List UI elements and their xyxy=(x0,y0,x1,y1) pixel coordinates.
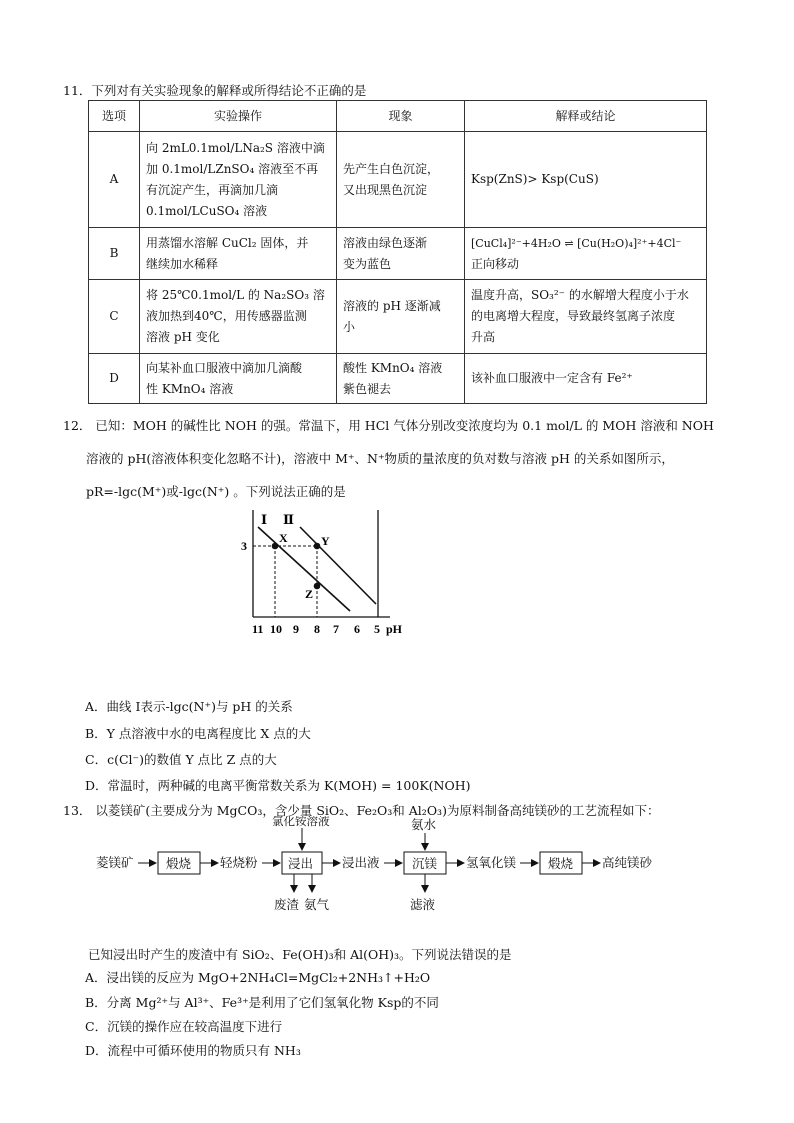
option-label: C xyxy=(89,280,140,354)
q13-option-b: B．分离 Mg²⁺与 Al³⁺、Fe³⁺是利用了它们氢氧化物 Ksp的不同 xyxy=(85,995,439,1010)
x-tick: 6 xyxy=(354,622,360,636)
cell-line: 温度升高，SO₃²⁻ 的水解增大程度小于水 xyxy=(471,288,689,302)
flow-filtrate: 滤液 xyxy=(410,898,436,912)
cell-line: 紫色褪去 xyxy=(343,381,392,396)
header-conclusion: 解释或结论 xyxy=(465,101,707,132)
point-label-z: Z xyxy=(305,587,314,601)
cell-line: 有沉淀产生，再滴加几滴 xyxy=(146,182,279,197)
flow-mgoh: 氢氧化镁 xyxy=(466,856,517,870)
cell-line: 用蒸馏水溶解 CuCl₂ 固体，并 xyxy=(146,235,309,250)
q12-line1: 12． 已知：MOH 的碱性比 NOH 的强。常温下，用 HCl 气体分别改变浓度均为 0.1 mol/L 的 MOH 溶液和 NOH xyxy=(63,418,714,433)
flow-leach: 浸出 xyxy=(288,857,314,871)
conclusion-cell xyxy=(465,280,707,354)
flow-waste: 废渣 xyxy=(274,898,300,912)
phenomenon-cell xyxy=(337,228,465,280)
curve-I xyxy=(258,527,350,611)
flow-precipitate: 沉镁 xyxy=(412,857,438,871)
cell-line: 加 0.1mol/LZnSO₄ 溶液至不再 xyxy=(146,161,319,176)
operation-cell xyxy=(140,132,337,228)
table-row xyxy=(89,354,707,404)
option-label: D xyxy=(89,354,140,404)
cell-line: 正向移动 xyxy=(471,256,520,271)
table-row xyxy=(89,132,707,228)
q11-stem: 11．下列对有关实验现象的解释或所得结论不正确的是 xyxy=(63,83,367,98)
q12-option-c: C．c(Cl⁻)的数值 Y 点比 Z 点的大 xyxy=(85,752,277,767)
conclusion-cell xyxy=(465,228,707,280)
flow-ore: 菱镁矿 xyxy=(96,856,134,870)
header-option: 选项 xyxy=(89,101,140,132)
option-label: B xyxy=(89,228,140,280)
table-header-row xyxy=(89,101,707,132)
flow-ammonia-water: 氨水 xyxy=(411,818,437,832)
table-row xyxy=(89,228,707,280)
cell-line: 先产生白色沉淀， xyxy=(343,161,440,176)
point-label-x: X xyxy=(279,531,288,545)
q12-option-d: D．常温时，两种碱的电离平衡常数关系为 K(MOH) = 100K(NOH) xyxy=(85,778,471,793)
phenomenon-cell xyxy=(337,354,465,404)
q13-stem: 13． 以菱镁矿(主要成分为 MgCO₃，含少量 SiO₂、Fe₂O₃和 Al₂O₃)为原料制备高纯镁砂的工艺流程如下： xyxy=(63,803,660,818)
q13-option-d: D．流程中可循环使用的物质只有 NH₃ xyxy=(85,1043,301,1058)
q12-graph xyxy=(230,505,420,645)
x-tick: 8 xyxy=(314,622,320,636)
operation-cell xyxy=(140,280,337,354)
q12-option-b: B．Y 点溶液中水的电离程度比 X 点的大 xyxy=(85,726,311,741)
x-tick: 9 xyxy=(293,622,299,636)
cell-line: 液加热到40℃，用传感器监测 xyxy=(146,309,307,323)
q12-option-a: A．曲线 Ⅰ表示-lgc(N⁺)与 pH 的关系 xyxy=(85,699,293,714)
cell-line: 的电离增大程度，导致最终氢离子浓度 xyxy=(471,309,676,323)
cell-line: 酸性 KMnO₄ 溶液 xyxy=(343,360,443,375)
cell-line: 该补血口服液中一定含有 Fe²⁺ xyxy=(471,371,633,385)
cell-line: [CuCl₄]²⁻+4H₂O ⇌ [Cu(H₂O)₄]²⁺+4Cl⁻ xyxy=(471,236,682,250)
phenomenon-cell xyxy=(337,132,465,228)
cell-line: 溶液由绿色逐渐 xyxy=(343,235,428,250)
x-tick: 7 xyxy=(333,622,339,636)
flow-nh4cl: 氯化铵溶液 xyxy=(272,816,330,828)
point-z xyxy=(314,583,321,590)
flow-product: 高纯镁砂 xyxy=(602,856,653,870)
phenomenon-cell xyxy=(337,280,465,354)
cell-line: 小 xyxy=(343,319,356,334)
header-operation: 实验操作 xyxy=(140,101,337,132)
curve-label-I: Ⅰ xyxy=(261,512,268,527)
flow-calcine2: 煅烧 xyxy=(548,857,574,871)
operation-cell xyxy=(140,228,337,280)
q11-table xyxy=(88,100,707,404)
flow-light-powder: 轻烧粉 xyxy=(220,856,258,870)
cell-line: 0.1mol/LCuSO₄ 溶液 xyxy=(146,203,268,218)
header-phenomenon: 现象 xyxy=(337,101,465,132)
flow-calcine1: 煅烧 xyxy=(166,857,192,871)
cell-line: 性 KMnO₄ 溶液 xyxy=(146,381,234,396)
cell-line: 溶液的 pH 逐渐减 xyxy=(343,298,441,313)
q13-note: 已知浸出时产生的废渣中有 SiO₂、Fe(OH)₃和 Al(OH)₃。下列说法错误的是 xyxy=(88,947,512,962)
y-tick-3: 3 xyxy=(241,539,247,553)
cell-line: Ksp(ZnS)> Ksp(CuS) xyxy=(471,172,599,186)
cell-line: 变为蓝色 xyxy=(343,256,392,271)
x-tick: 10 xyxy=(270,622,282,636)
q13-option-a: A．浸出镁的反应为 MgO+2NH₄Cl=MgCl₂+2NH₃↑+H₂O xyxy=(85,970,431,985)
conclusion-cell xyxy=(465,354,707,404)
x-tick: 11 xyxy=(252,622,264,636)
curve-label-II: Ⅱ xyxy=(283,512,294,527)
conclusion-cell xyxy=(465,132,707,228)
x-tick-labels xyxy=(252,622,403,636)
q13-flow-diagram xyxy=(96,816,656,916)
cell-line: 又出现黑色沉淀 xyxy=(343,182,428,197)
point-label-y: Y xyxy=(321,534,330,548)
q12-line3: pR=-lgc(M⁺)或-lgc(N⁺) 。下列说法正确的是 xyxy=(86,484,346,499)
point-y xyxy=(314,543,321,550)
q12-line2: 溶液的 pH(溶液体积变化忽略不计)，溶液中 M⁺、N⁺物质的量浓度的负对数与溶液 pH 的关系如图所示， xyxy=(86,451,674,466)
cell-line: 溶液 pH 变化 xyxy=(146,330,220,344)
q13-option-c: C．沉镁的操作应在较高温度下进行 xyxy=(85,1019,283,1034)
flow-leachate: 浸出液 xyxy=(342,856,380,870)
option-label: A xyxy=(89,132,140,228)
x-unit: pH xyxy=(386,622,403,636)
point-x xyxy=(272,543,279,550)
table-row xyxy=(89,280,707,354)
cell-line: 向 2mL0.1mol/LNa₂S 溶液中滴 xyxy=(146,140,325,155)
cell-line: 向某补血口服液中滴加几滴酸 xyxy=(146,360,303,375)
cell-line: 升高 xyxy=(471,330,496,344)
x-tick: 5 xyxy=(374,622,380,636)
flow-ammonia-gas: 氨气 xyxy=(304,898,330,912)
cell-line: 继续加水稀释 xyxy=(146,256,219,271)
operation-cell xyxy=(140,354,337,404)
cell-line: 将 25℃0.1mol/L 的 Na₂SO₃ 溶 xyxy=(146,288,325,302)
